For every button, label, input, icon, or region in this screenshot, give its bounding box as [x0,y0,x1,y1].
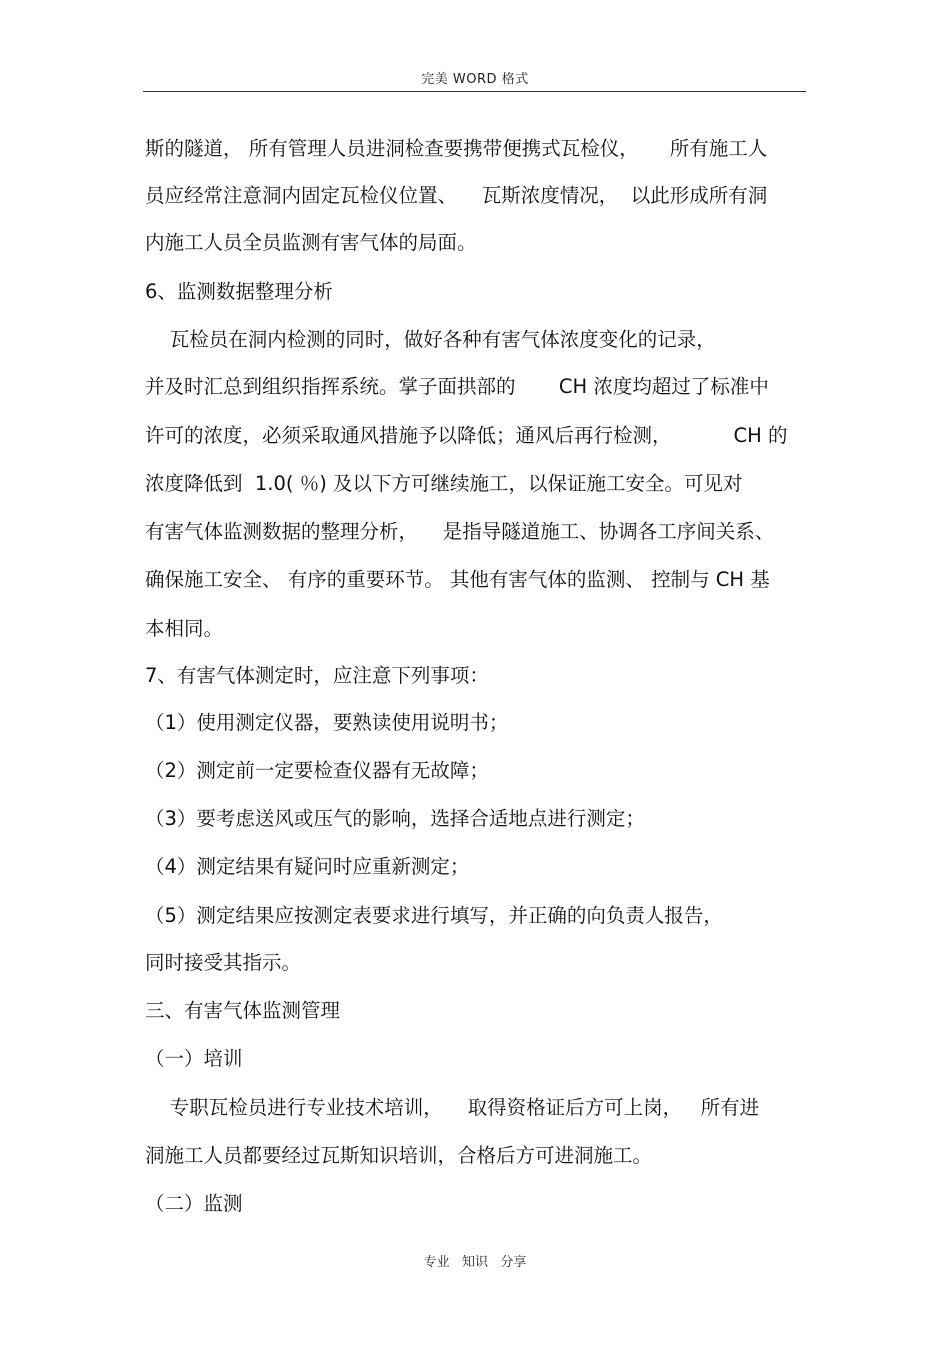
page-footer: 专业 知识 分享 [423,1255,527,1270]
section-heading: 7、有害气体测定时，应注意下列事项： [145,664,489,687]
body-line: 洞施工人员都要经过瓦斯知识培训，合格后方可进洞施工。 [145,1144,653,1167]
section-heading: 三、有害气体监测管理 [145,999,341,1022]
body-line: 同时接受其指示。 [145,951,302,974]
body-line: 并及时汇总到组织指挥系统。掌子面拱部的 CH 浓度均超过了标准中 [145,375,769,398]
section-heading: 6、监测数据整理分析 [145,280,333,303]
header-divider [143,91,806,92]
body-line: 员应经常注意洞内固定瓦检仪位置、 瓦斯浓度情况， 以此形成所有洞 [145,184,768,207]
body-line: 专职瓦检员进行专业技术培训， 取得资格证后方可上岗， 所有进 [145,1096,760,1119]
body-line: 瓦检员在洞内检测的同时，做好各种有害气体浓度变化的记录， [145,328,716,351]
list-item: （2）测定前一定要检查仪器有无故障； [145,759,489,782]
body-line: 许可的浓度，必须采取通风措施予以降低；通风后再行检测， CH 的 [145,424,788,447]
body-line: 内施工人员全员监测有害气体的局面。 [145,231,477,254]
body-line: 确保施工安全、 有序的重要环节。 其他有害气体的监测、 控制与 CH 基 [145,568,770,591]
list-item: （1）使用测定仪器，要熟读使用说明书； [145,711,509,734]
subsection-heading: （二）监测 [145,1192,243,1215]
body-line: 斯的隧道， 所有管理人员进洞检查要携带便携式瓦检仪， 所有施工人 [145,137,768,160]
page-header: 完美 WORD 格式 [421,72,529,87]
subsection-heading: （一）培训 [145,1047,243,1070]
body-line: 浓度降低到 1.0( ％) 及以下方可继续施工，以保证施工安全。可见对 [145,472,743,495]
body-line: 本相同。 [145,617,224,640]
list-item: （3）要考虑送风或压气的影响，选择合适地点进行测定； [145,807,645,830]
list-item: （4）测定结果有疑问时应重新测定； [145,855,470,878]
body-line: 有害气体监测数据的整理分析， 是指导隧道施工、协调各工序间关系、 [145,520,775,543]
list-item: （5）测定结果应按测定表要求进行填写，并正确的向负责人报告， [145,904,723,927]
